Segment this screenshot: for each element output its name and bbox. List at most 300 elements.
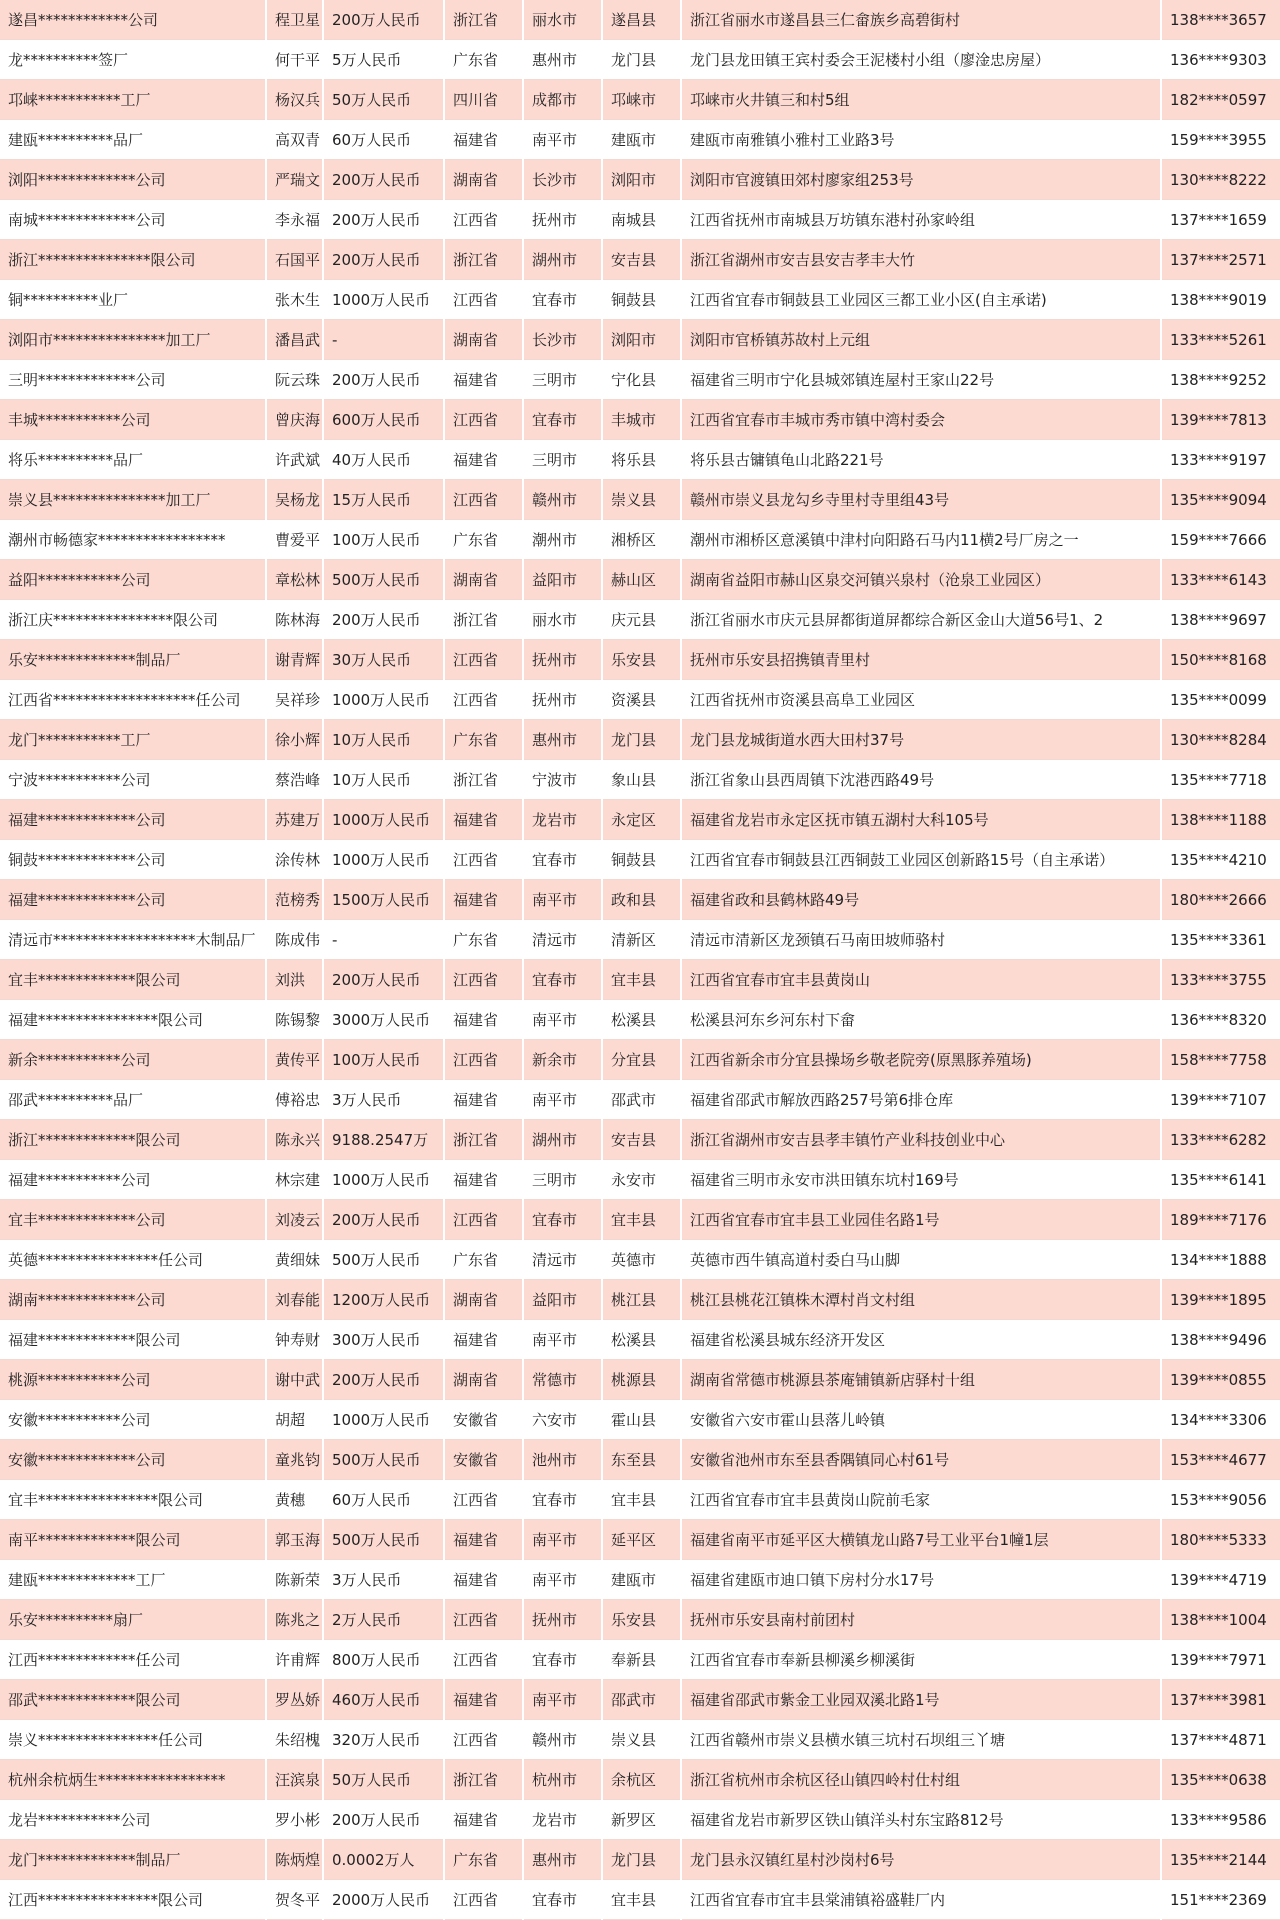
address-cell: 江西省宜春市铜鼓县江西铜鼓工业园区创新路15号（自主承诺）	[681, 840, 1161, 880]
company-name-cell: 福建*************公司	[0, 800, 266, 840]
phone-cell: 150****8168	[1161, 640, 1280, 680]
registered-capital-cell: 60万人民币	[323, 120, 444, 160]
province-cell: 福建省	[444, 1680, 523, 1720]
address-cell: 浙江省湖州市安吉县孝丰镇竹产业科技创业中心	[681, 1120, 1161, 1160]
city-cell: 湖州市	[523, 1120, 602, 1160]
phone-cell: 133****9197	[1161, 440, 1280, 480]
registered-capital-cell: 30万人民币	[323, 640, 444, 680]
phone-cell: 135****7718	[1161, 760, 1280, 800]
phone-cell: 138****9019	[1161, 280, 1280, 320]
address-cell: 江西省宜春市宜丰县工业园佳名路1号	[681, 1200, 1161, 1240]
registered-capital-cell: 50万人民币	[323, 80, 444, 120]
phone-cell: 136****8320	[1161, 1000, 1280, 1040]
company-name-cell: 龙岩***********公司	[0, 1800, 266, 1840]
city-cell: 三明市	[523, 360, 602, 400]
table-row	[0, 840, 1280, 880]
address-cell: 福建省三明市永安市洪田镇东坑村169号	[681, 1160, 1161, 1200]
city-cell: 惠州市	[523, 40, 602, 80]
legal-person-cell: 陈永兴	[266, 1120, 323, 1160]
phone-cell: 134****3306	[1161, 1400, 1280, 1440]
company-name-cell: 将乐**********品厂	[0, 440, 266, 480]
phone-cell: 182****0597	[1161, 80, 1280, 120]
table-row	[0, 880, 1280, 920]
phone-cell: 138****1188	[1161, 800, 1280, 840]
county-cell: 延平区	[602, 1520, 681, 1560]
legal-person-cell: 黄细妹	[266, 1240, 323, 1280]
phone-cell: 137****4871	[1161, 1720, 1280, 1760]
province-cell: 福建省	[444, 800, 523, 840]
address-cell: 桃江县桃花江镇株木潭村肖文村组	[681, 1280, 1161, 1320]
province-cell: 四川省	[444, 80, 523, 120]
phone-cell: 136****9303	[1161, 40, 1280, 80]
city-cell: 宜春市	[523, 840, 602, 880]
county-cell: 桃源县	[602, 1360, 681, 1400]
address-cell: 浏阳市官桥镇苏故村上元组	[681, 320, 1161, 360]
legal-person-cell: 胡超	[266, 1400, 323, 1440]
address-cell: 潮州市湘桥区意溪镇中津村向阳路石马内11横2号厂房之一	[681, 520, 1161, 560]
company-name-cell: 铜鼓*************公司	[0, 840, 266, 880]
company-name-cell: 福建*************公司	[0, 880, 266, 920]
company-name-cell: 邛崃***********工厂	[0, 80, 266, 120]
phone-cell: 133****5261	[1161, 320, 1280, 360]
phone-cell: 135****0638	[1161, 1760, 1280, 1800]
address-cell: 安徽省池州市东至县香隅镇同心村61号	[681, 1440, 1161, 1480]
county-cell: 桃江县	[602, 1280, 681, 1320]
city-cell: 三明市	[523, 440, 602, 480]
table-row	[0, 1520, 1280, 1560]
legal-person-cell: 范榜秀	[266, 880, 323, 920]
legal-person-cell: 傅裕忠	[266, 1080, 323, 1120]
company-name-cell: 江西****************限公司	[0, 1880, 266, 1920]
county-cell: 永定区	[602, 800, 681, 840]
legal-person-cell: 谢青辉	[266, 640, 323, 680]
city-cell: 赣州市	[523, 480, 602, 520]
table-row	[0, 440, 1280, 480]
province-cell: 广东省	[444, 40, 523, 80]
address-cell: 福建省三明市宁化县城郊镇连屋村王家山22号	[681, 360, 1161, 400]
company-name-cell: 龙**********签厂	[0, 40, 266, 80]
table-row	[0, 1720, 1280, 1760]
county-cell: 资溪县	[602, 680, 681, 720]
phone-cell: 138****9697	[1161, 600, 1280, 640]
province-cell: 湖南省	[444, 1360, 523, 1400]
company-name-cell: 浙江*************限公司	[0, 1120, 266, 1160]
county-cell: 霍山县	[602, 1400, 681, 1440]
city-cell: 南平市	[523, 120, 602, 160]
registered-capital-cell: 200万人民币	[323, 1360, 444, 1400]
table-row	[0, 1800, 1280, 1840]
city-cell: 宜春市	[523, 1480, 602, 1520]
phone-cell: 139****0855	[1161, 1360, 1280, 1400]
table-row	[0, 1160, 1280, 1200]
legal-person-cell: 刘春能	[266, 1280, 323, 1320]
phone-cell: 139****7971	[1161, 1640, 1280, 1680]
legal-person-cell: 章松林	[266, 560, 323, 600]
phone-cell: 130****8284	[1161, 720, 1280, 760]
address-cell: 浏阳市官渡镇田郊村廖家组253号	[681, 160, 1161, 200]
table-row	[0, 1760, 1280, 1800]
phone-cell: 180****2666	[1161, 880, 1280, 920]
legal-person-cell: 陈林海	[266, 600, 323, 640]
legal-person-cell: 贺冬平	[266, 1880, 323, 1920]
county-cell: 崇义县	[602, 1720, 681, 1760]
province-cell: 福建省	[444, 1800, 523, 1840]
company-name-cell: 浏阳市***************加工厂	[0, 320, 266, 360]
table-row	[0, 1440, 1280, 1480]
table-row	[0, 1120, 1280, 1160]
province-cell: 广东省	[444, 720, 523, 760]
legal-person-cell: 钟寿财	[266, 1320, 323, 1360]
city-cell: 益阳市	[523, 1280, 602, 1320]
province-cell: 福建省	[444, 1160, 523, 1200]
province-cell: 安徽省	[444, 1400, 523, 1440]
registered-capital-cell: 500万人民币	[323, 1240, 444, 1280]
address-cell: 英德市西牛镇高道村委白马山脚	[681, 1240, 1161, 1280]
province-cell: 安徽省	[444, 1440, 523, 1480]
registered-capital-cell: 200万人民币	[323, 1800, 444, 1840]
address-cell: 清远市清新区龙颈镇石马南田坡师骆村	[681, 920, 1161, 960]
table-row	[0, 960, 1280, 1000]
address-cell: 龙门县龙田镇王宾村委会王泥楼村小组（廖淦忠房屋）	[681, 40, 1161, 80]
phone-cell: 138****1004	[1161, 1600, 1280, 1640]
legal-person-cell: 程卫星	[266, 0, 323, 40]
city-cell: 宜春市	[523, 400, 602, 440]
phone-cell: 130****8222	[1161, 160, 1280, 200]
county-cell: 浏阳市	[602, 320, 681, 360]
province-cell: 福建省	[444, 880, 523, 920]
province-cell: 福建省	[444, 1560, 523, 1600]
table-row	[0, 1080, 1280, 1120]
county-cell: 建瓯市	[602, 120, 681, 160]
city-cell: 新余市	[523, 1040, 602, 1080]
company-name-cell: 桃源***********公司	[0, 1360, 266, 1400]
province-cell: 江西省	[444, 280, 523, 320]
table-row	[0, 200, 1280, 240]
county-cell: 清新区	[602, 920, 681, 960]
province-cell: 江西省	[444, 1720, 523, 1760]
province-cell: 福建省	[444, 360, 523, 400]
city-cell: 南平市	[523, 1000, 602, 1040]
county-cell: 邛崃市	[602, 80, 681, 120]
registered-capital-cell: 200万人民币	[323, 160, 444, 200]
province-cell: 江西省	[444, 480, 523, 520]
province-cell: 江西省	[444, 640, 523, 680]
county-cell: 将乐县	[602, 440, 681, 480]
address-cell: 赣州市崇义县龙勾乡寺里村寺里组43号	[681, 480, 1161, 520]
phone-cell: 139****4719	[1161, 1560, 1280, 1600]
legal-person-cell: 涂传林	[266, 840, 323, 880]
city-cell: 南平市	[523, 1680, 602, 1720]
address-cell: 龙门县龙城街道水西大田村37号	[681, 720, 1161, 760]
legal-person-cell: 许武斌	[266, 440, 323, 480]
county-cell: 湘桥区	[602, 520, 681, 560]
county-cell: 邵武市	[602, 1080, 681, 1120]
company-name-cell: 福建***********公司	[0, 1160, 266, 1200]
table-row	[0, 1000, 1280, 1040]
city-cell: 惠州市	[523, 720, 602, 760]
company-name-cell: 宜丰****************限公司	[0, 1480, 266, 1520]
county-cell: 赫山区	[602, 560, 681, 600]
city-cell: 南平市	[523, 1080, 602, 1120]
county-cell: 松溪县	[602, 1320, 681, 1360]
legal-person-cell: 石国平	[266, 240, 323, 280]
county-cell: 政和县	[602, 880, 681, 920]
city-cell: 南平市	[523, 1320, 602, 1360]
registered-capital-cell: 3000万人民币	[323, 1000, 444, 1040]
phone-cell: 137****1659	[1161, 200, 1280, 240]
address-cell: 福建省政和县鹤林路49号	[681, 880, 1161, 920]
county-cell: 邵武市	[602, 1680, 681, 1720]
registered-capital-cell: 1000万人民币	[323, 680, 444, 720]
county-cell: 宜丰县	[602, 1480, 681, 1520]
address-cell: 江西省抚州市资溪县高阜工业园区	[681, 680, 1161, 720]
county-cell: 龙门县	[602, 1840, 681, 1880]
table-row	[0, 400, 1280, 440]
company-name-cell: 乐安**********扇厂	[0, 1600, 266, 1640]
county-cell: 余杭区	[602, 1760, 681, 1800]
company-name-cell: 崇义县***************加工厂	[0, 480, 266, 520]
company-name-cell: 江西省*******************任公司	[0, 680, 266, 720]
legal-person-cell: 谢中武	[266, 1360, 323, 1400]
legal-person-cell: 汪滨泉	[266, 1760, 323, 1800]
registered-capital-cell: 200万人民币	[323, 200, 444, 240]
province-cell: 浙江省	[444, 600, 523, 640]
legal-person-cell: 吴杨龙	[266, 480, 323, 520]
registered-capital-cell: 40万人民币	[323, 440, 444, 480]
legal-person-cell: 陈炳煌	[266, 1840, 323, 1880]
phone-cell: 133****6143	[1161, 560, 1280, 600]
registered-capital-cell: 1000万人民币	[323, 840, 444, 880]
city-cell: 杭州市	[523, 1760, 602, 1800]
province-cell: 江西省	[444, 1880, 523, 1920]
company-name-cell: 宜丰*************限公司	[0, 960, 266, 1000]
phone-cell: 158****7758	[1161, 1040, 1280, 1080]
company-name-cell: 宜丰*************公司	[0, 1200, 266, 1240]
registered-capital-cell: 200万人民币	[323, 0, 444, 40]
table-row	[0, 1640, 1280, 1680]
address-cell: 浙江省丽水市遂昌县三仁畲族乡高碧街村	[681, 0, 1161, 40]
registered-capital-cell: 0.0002万人	[323, 1840, 444, 1880]
province-cell: 福建省	[444, 1000, 523, 1040]
registered-capital-cell: 1000万人民币	[323, 1400, 444, 1440]
city-cell: 长沙市	[523, 320, 602, 360]
address-cell: 安徽省六安市霍山县落儿岭镇	[681, 1400, 1161, 1440]
address-cell: 福建省龙岩市新罗区铁山镇洋头村东宝路812号	[681, 1800, 1161, 1840]
registered-capital-cell: 3万人民币	[323, 1560, 444, 1600]
province-cell: 广东省	[444, 920, 523, 960]
registered-capital-cell: 500万人民币	[323, 1440, 444, 1480]
company-name-cell: 邵武*************限公司	[0, 1680, 266, 1720]
province-cell: 福建省	[444, 1520, 523, 1560]
phone-cell: 135****6141	[1161, 1160, 1280, 1200]
table-row	[0, 1200, 1280, 1240]
legal-person-cell: 杨汉兵	[266, 80, 323, 120]
province-cell: 浙江省	[444, 1760, 523, 1800]
city-cell: 丽水市	[523, 0, 602, 40]
phone-cell: 151****2369	[1161, 1880, 1280, 1920]
legal-person-cell: 陈成伟	[266, 920, 323, 960]
legal-person-cell: 张木生	[266, 280, 323, 320]
address-cell: 松溪县河东乡河东村下畲	[681, 1000, 1161, 1040]
table-row	[0, 1360, 1280, 1400]
phone-cell: 135****2144	[1161, 1840, 1280, 1880]
registered-capital-cell: 100万人民币	[323, 1040, 444, 1080]
registered-capital-cell: 5万人民币	[323, 40, 444, 80]
company-name-cell: 福建*************限公司	[0, 1320, 266, 1360]
registered-capital-cell: 10万人民币	[323, 720, 444, 760]
phone-cell: 133****9586	[1161, 1800, 1280, 1840]
company-name-cell: 龙门*************制品厂	[0, 1840, 266, 1880]
address-cell: 江西省宜春市丰城市秀市镇中湾村委会	[681, 400, 1161, 440]
registered-capital-cell: 60万人民币	[323, 1480, 444, 1520]
city-cell: 赣州市	[523, 1720, 602, 1760]
city-cell: 宜春市	[523, 280, 602, 320]
company-name-cell: 建瓯**********品厂	[0, 120, 266, 160]
table-row	[0, 1240, 1280, 1280]
city-cell: 南平市	[523, 1520, 602, 1560]
table-row	[0, 80, 1280, 120]
city-cell: 长沙市	[523, 160, 602, 200]
address-cell: 江西省赣州市崇义县横水镇三坑村石坝组三丫塘	[681, 1720, 1161, 1760]
address-cell: 浙江省象山县西周镇下沈港西路49号	[681, 760, 1161, 800]
legal-person-cell: 曹爱平	[266, 520, 323, 560]
county-cell: 分宜县	[602, 1040, 681, 1080]
phone-cell: 134****1888	[1161, 1240, 1280, 1280]
company-name-cell: 崇义****************任公司	[0, 1720, 266, 1760]
company-name-cell: 福建****************限公司	[0, 1000, 266, 1040]
registered-capital-cell: 3万人民币	[323, 1080, 444, 1120]
province-cell: 浙江省	[444, 760, 523, 800]
phone-cell: 135****0099	[1161, 680, 1280, 720]
registered-capital-cell: 2万人民币	[323, 1600, 444, 1640]
address-cell: 龙门县永汉镇红星村沙岗村6号	[681, 1840, 1161, 1880]
company-name-cell: 新余***********公司	[0, 1040, 266, 1080]
city-cell: 抚州市	[523, 680, 602, 720]
province-cell: 湖南省	[444, 320, 523, 360]
phone-cell: 159****7666	[1161, 520, 1280, 560]
registered-capital-cell: 10万人民币	[323, 760, 444, 800]
city-cell: 潮州市	[523, 520, 602, 560]
city-cell: 三明市	[523, 1160, 602, 1200]
address-cell: 江西省宜春市宜丰县黄岗山	[681, 960, 1161, 1000]
legal-person-cell: 刘凌云	[266, 1200, 323, 1240]
city-cell: 六安市	[523, 1400, 602, 1440]
city-cell: 成都市	[523, 80, 602, 120]
legal-person-cell: 严瑞文	[266, 160, 323, 200]
registered-capital-cell: 600万人民币	[323, 400, 444, 440]
province-cell: 湖南省	[444, 1280, 523, 1320]
table-row	[0, 480, 1280, 520]
county-cell: 丰城市	[602, 400, 681, 440]
city-cell: 宜春市	[523, 1880, 602, 1920]
registered-capital-cell: 1500万人民币	[323, 880, 444, 920]
company-name-cell: 宁波***********公司	[0, 760, 266, 800]
county-cell: 南城县	[602, 200, 681, 240]
registered-capital-cell: 200万人民币	[323, 360, 444, 400]
address-cell: 浙江省杭州市余杭区径山镇四岭村仕村组	[681, 1760, 1161, 1800]
address-cell: 江西省宜春市宜丰县黄岗山院前毛家	[681, 1480, 1161, 1520]
phone-cell: 135****4210	[1161, 840, 1280, 880]
registered-capital-cell: 100万人民币	[323, 520, 444, 560]
table-row	[0, 1400, 1280, 1440]
table-row	[0, 1040, 1280, 1080]
province-cell: 江西省	[444, 1200, 523, 1240]
address-cell: 建瓯市南雅镇小雅村工业路3号	[681, 120, 1161, 160]
county-cell: 庆元县	[602, 600, 681, 640]
registered-capital-cell: 500万人民币	[323, 560, 444, 600]
legal-person-cell: 罗丛娇	[266, 1680, 323, 1720]
table-row	[0, 600, 1280, 640]
legal-person-cell: 吴祥珍	[266, 680, 323, 720]
city-cell: 龙岩市	[523, 800, 602, 840]
province-cell: 江西省	[444, 1640, 523, 1680]
phone-cell: 139****1895	[1161, 1280, 1280, 1320]
phone-cell: 137****3981	[1161, 1680, 1280, 1720]
province-cell: 广东省	[444, 1240, 523, 1280]
phone-cell: 189****7176	[1161, 1200, 1280, 1240]
address-cell: 浙江省湖州市安吉县安吉孝丰大竹	[681, 240, 1161, 280]
city-cell: 宁波市	[523, 760, 602, 800]
legal-person-cell: 陈兆之	[266, 1600, 323, 1640]
address-cell: 浙江省丽水市庆元县屏都街道屏都综合新区金山大道56号1、2	[681, 600, 1161, 640]
registered-capital-cell: 320万人民币	[323, 1720, 444, 1760]
company-name-cell: 益阳***********公司	[0, 560, 266, 600]
county-cell: 新罗区	[602, 1800, 681, 1840]
city-cell: 抚州市	[523, 640, 602, 680]
company-name-cell: 清远市*******************木制品厂	[0, 920, 266, 960]
table-row	[0, 560, 1280, 600]
address-cell: 福建省松溪县城东经济开发区	[681, 1320, 1161, 1360]
county-cell: 宁化县	[602, 360, 681, 400]
company-name-cell: 乐安*************制品厂	[0, 640, 266, 680]
company-name-cell: 建瓯*************工厂	[0, 1560, 266, 1600]
table-row	[0, 640, 1280, 680]
phone-cell: 137****2571	[1161, 240, 1280, 280]
legal-person-cell: 林宗建	[266, 1160, 323, 1200]
legal-person-cell: 黄传平	[266, 1040, 323, 1080]
city-cell: 丽水市	[523, 600, 602, 640]
county-cell: 崇义县	[602, 480, 681, 520]
registered-capital-cell: 1200万人民币	[323, 1280, 444, 1320]
company-name-cell: 南平*************限公司	[0, 1520, 266, 1560]
city-cell: 抚州市	[523, 1600, 602, 1640]
table-row	[0, 40, 1280, 80]
province-cell: 湖南省	[444, 160, 523, 200]
city-cell: 南平市	[523, 1560, 602, 1600]
phone-cell: 135****9094	[1161, 480, 1280, 520]
province-cell: 福建省	[444, 1320, 523, 1360]
province-cell: 广东省	[444, 520, 523, 560]
table-row	[0, 360, 1280, 400]
registered-capital-cell: 200万人民币	[323, 600, 444, 640]
legal-person-cell: 黄穗	[266, 1480, 323, 1520]
company-name-cell: 江西*************任公司	[0, 1640, 266, 1680]
table-row	[0, 1880, 1280, 1920]
phone-cell: 139****7813	[1161, 400, 1280, 440]
legal-person-cell: 何干平	[266, 40, 323, 80]
registered-capital-cell: 300万人民币	[323, 1320, 444, 1360]
registered-capital-cell: 9188.2547万	[323, 1120, 444, 1160]
county-cell: 永安市	[602, 1160, 681, 1200]
province-cell: 福建省	[444, 120, 523, 160]
company-name-cell: 南城*************公司	[0, 200, 266, 240]
table-row	[0, 1320, 1280, 1360]
registered-capital-cell: 15万人民币	[323, 480, 444, 520]
county-cell: 安吉县	[602, 1120, 681, 1160]
registered-capital-cell: 50万人民币	[323, 1760, 444, 1800]
county-cell: 英德市	[602, 1240, 681, 1280]
company-name-cell: 浙江***************限公司	[0, 240, 266, 280]
